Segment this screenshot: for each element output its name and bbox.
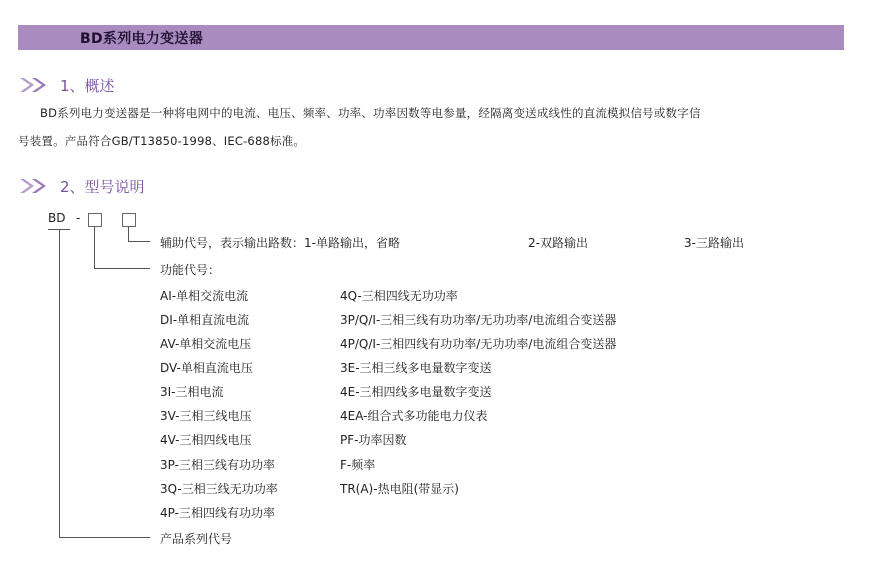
function-code-item: 3P/Q/I-三相三线有功功率/无功功率/电流组合变送器: [340, 313, 617, 327]
double-chevron-icon: [18, 75, 56, 95]
function-code-item: 4E-三相四线多电量数字变送: [340, 385, 492, 399]
overview-paragraph-line2: 号装置。产品符合GB/T13850-1998、IEC-688标准。: [18, 134, 306, 148]
function-code-item: F-频率: [340, 458, 376, 472]
series-connector-vertical: [59, 230, 60, 538]
double-chevron-icon: [18, 176, 56, 196]
function-code-item: 3E-三相三线多电量数字变送: [340, 361, 492, 375]
function-code-box: [88, 213, 102, 227]
function-connector-vertical: [94, 226, 95, 269]
function-code-item: 3Q-三相三线无功功率: [160, 482, 278, 496]
function-code-item: 3I-三相电流: [160, 385, 224, 399]
function-code-item: 4P/Q/I-三相四线有功功率/无功功率/电流组合变送器: [340, 337, 617, 351]
function-code-item: 4EA-组合式多功能电力仪表: [340, 409, 488, 423]
series-code-label: 产品系列代号: [160, 532, 233, 546]
aux-code-box: [122, 213, 136, 227]
function-code-item: 4Q-三相四线无功功率: [340, 289, 458, 303]
function-code-label: 功能代号：: [160, 263, 221, 277]
aux-connector-horizontal: [128, 241, 150, 242]
function-code-item: 4P-三相四线有功功率: [160, 506, 275, 520]
function-code-item: AV-单相交流电压: [160, 337, 252, 351]
aux-connector-vertical: [128, 226, 129, 242]
function-code-item: 4V-三相四线电压: [160, 433, 252, 447]
function-code-item: AI-单相交流电流: [160, 289, 249, 303]
title-bar: [18, 25, 844, 50]
aux-option-2: 2-双路输出: [528, 236, 588, 250]
function-code-item: DI-单相直流电流: [160, 313, 250, 327]
function-code-item: DV-单相直流电压: [160, 361, 253, 375]
function-code-item: PF-功率因数: [340, 433, 407, 447]
code-dash: -: [76, 211, 81, 225]
aux-option-3: 3-三路输出: [684, 236, 744, 250]
function-connector-horizontal: [94, 268, 150, 269]
overview-paragraph-line1: BD系列电力变送器是一种将电网中的电流、电压、频率、功率、功率因数等电参量，经隔离变送成线性的直流模拟信号或数字信: [40, 106, 701, 120]
function-code-item: TR(A)-热电阻(带显示): [340, 482, 459, 496]
section-title: 2、型号说明: [60, 178, 145, 196]
function-code-item: 3P-三相三线有功功率: [160, 458, 275, 472]
code-prefix: BD: [48, 211, 66, 225]
function-code-item: 3V-三相三线电压: [160, 409, 252, 423]
page-title: BD系列电力变送器: [80, 31, 203, 47]
aux-description: 辅助代号，表示输出路数：1-单路输出，省略: [160, 236, 400, 250]
section-title: 1、概述: [60, 77, 115, 95]
series-connector-horizontal: [59, 537, 150, 538]
